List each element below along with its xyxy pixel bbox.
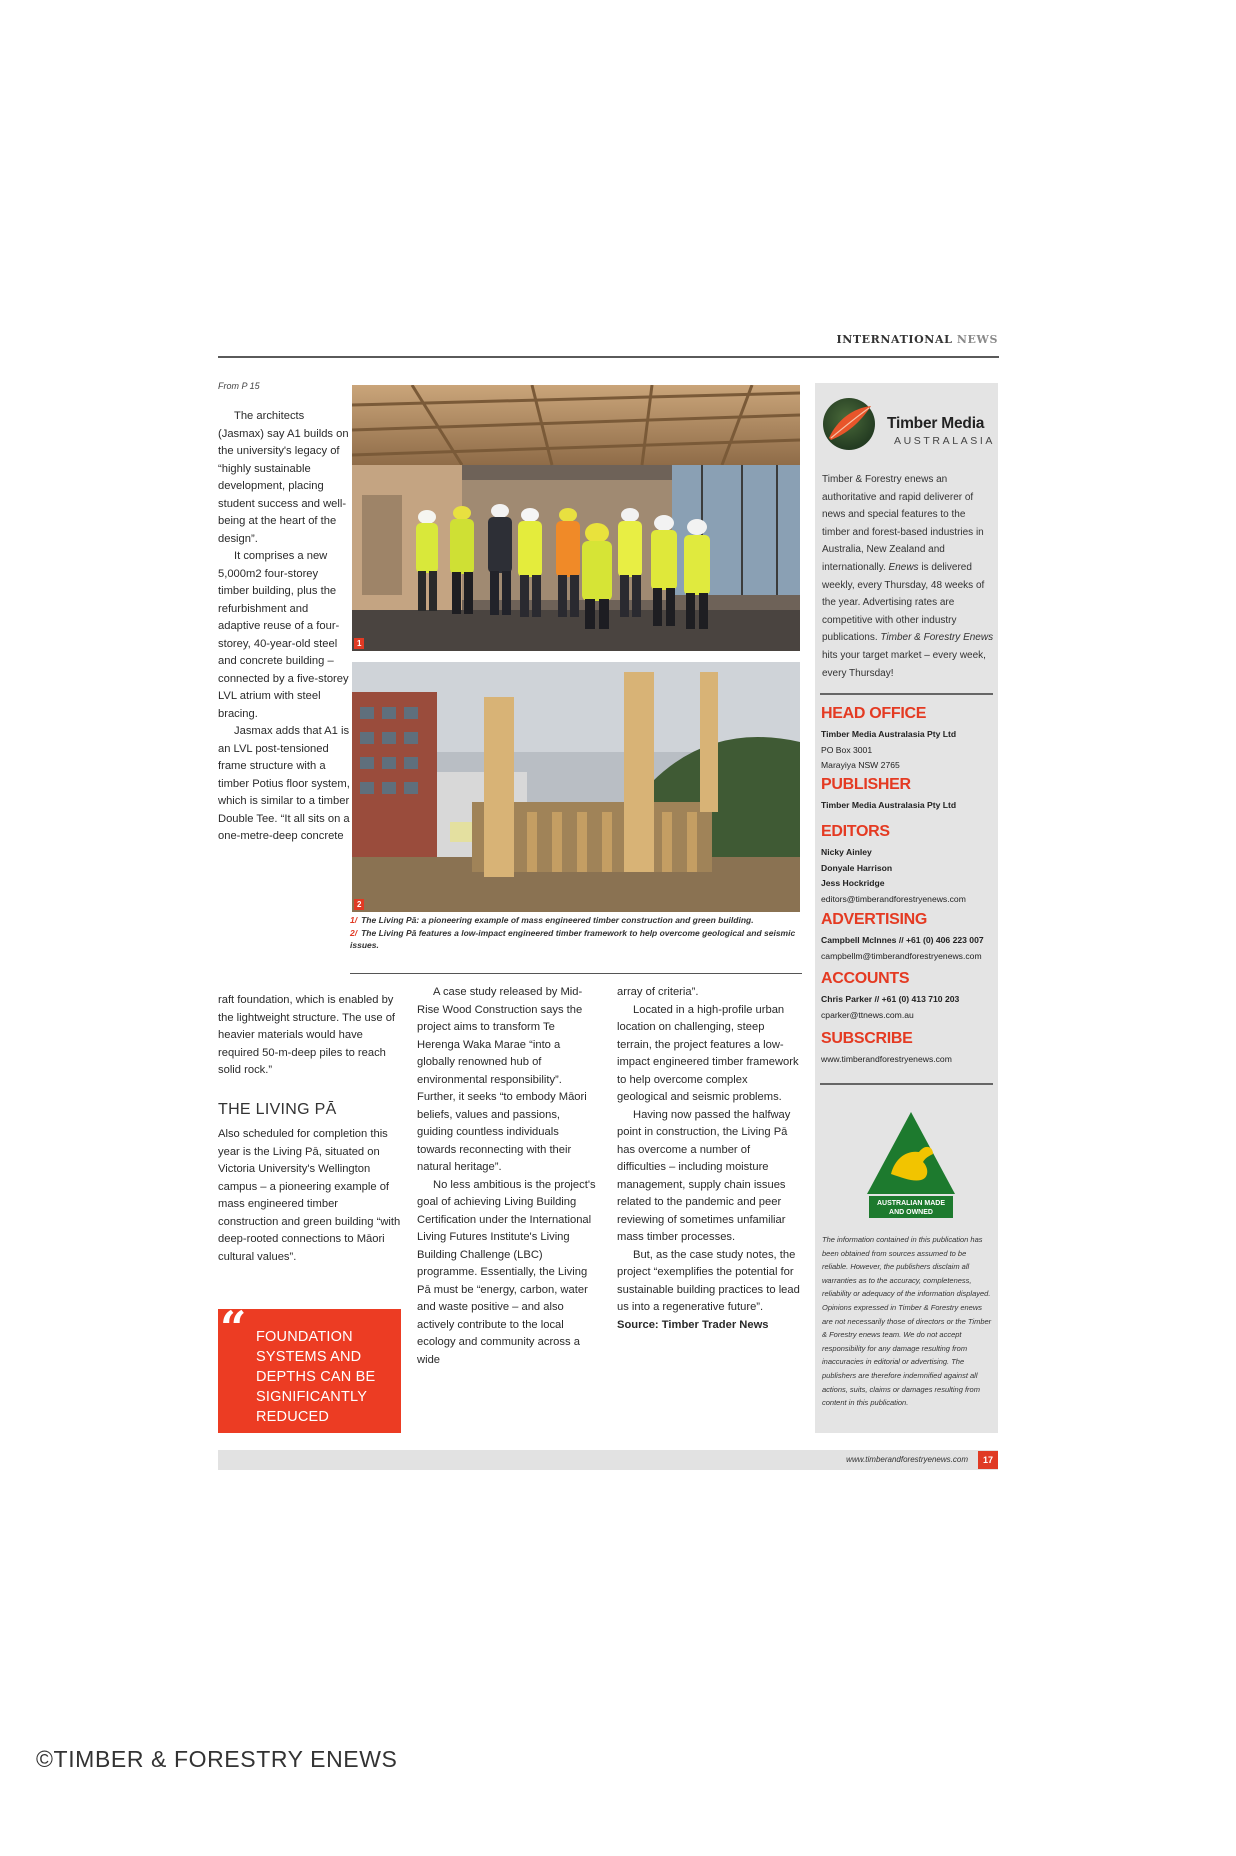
intro-text: hits your target market – every week, every Thursday! <box>822 649 986 679</box>
info-line: Chris Parker // +61 (0) 413 710 203 <box>821 994 960 1004</box>
pull-quote-text: FOUNDATION SYSTEMS AND DEPTHS CAN BE SIGNIFICANTLY REDUCED <box>256 1329 376 1425</box>
info-line: Jess Hockridge <box>821 878 885 889</box>
section-label-light: NEWS <box>956 333 998 346</box>
subscribe-details <box>821 1052 952 1068</box>
sidebar-rule <box>820 1083 993 1085</box>
info-line: editors@timberandforestryenews.com <box>821 893 966 904</box>
section-label-dark: INTERNATIONAL <box>836 333 953 346</box>
info-line: campbellm@timberandforestryenews.com <box>821 950 982 961</box>
publisher-heading: PUBLISHER <box>821 776 911 793</box>
photo-timber-interior <box>352 385 800 651</box>
info-line: Timber Media Australasia Pty Ltd <box>821 800 957 810</box>
intro-text: is delivered weekly, every Thursday, 48 weeks of the year. Advertising rates are competitive with other industry publications. <box>822 561 985 644</box>
publisher-details <box>821 798 956 814</box>
accounts-details <box>821 992 959 1023</box>
paragraph: It comprises a new 5,000m2 four-storey timber building, plus the refurbishment and adaptive reuse of a four-storey, 40-year-old steel and concrete building – connected by a five-storey LVL atrium with steel bracing. <box>218 550 349 720</box>
info-line: PO Box 3001 <box>821 744 873 755</box>
intro-emphasis: Timber & Forestry Enews <box>880 632 994 644</box>
head-office-heading: HEAD OFFICE <box>821 705 927 722</box>
article-source: Source: Timber Trader News <box>617 1318 769 1331</box>
australian-made-logo-icon <box>863 1108 959 1223</box>
photo-construction-site <box>352 662 800 912</box>
photo-construction-site-illustration <box>352 662 800 912</box>
from-page-label: From P 15 <box>218 381 260 391</box>
paragraph: array of criteria”. <box>617 986 699 998</box>
info-line: cparker@ttnews.com.au <box>821 1009 914 1020</box>
article-column-1 <box>218 408 350 846</box>
article-column-2 <box>417 984 597 1369</box>
caption-rule <box>350 973 802 974</box>
caption-2 <box>350 927 802 952</box>
logo-subtitle: AUSTRALASIA <box>894 435 995 447</box>
amo-line-1: AUSTRALIAN MADE <box>876 1200 946 1207</box>
advertising-details <box>821 933 984 964</box>
page-number: 17 <box>978 1451 998 1469</box>
caption-number: 1/ <box>350 915 358 925</box>
article-column-1-after-subhead <box>218 1126 401 1266</box>
article-subhead: THE LIVING PĀ <box>218 1101 337 1118</box>
quote-icon: “ <box>220 1301 247 1355</box>
subscribe-heading: SUBSCRIBE <box>821 1030 913 1047</box>
logo-name: Timber Media <box>887 415 985 432</box>
intro-emphasis: Enews <box>888 561 919 573</box>
watermark-text: TIMBER & FORESTRY ENEWS <box>53 1746 398 1772</box>
article-column-3 <box>617 984 800 1334</box>
copyright-watermark <box>36 1746 398 1773</box>
footer-url: www.timberandforestryenews.com <box>846 1455 968 1464</box>
info-line: www.timberandforestryenews.com <box>821 1054 952 1064</box>
leaf-icon <box>823 398 875 450</box>
paragraph: The architects (Jasmax) say A1 builds on the university's legacy of “highly sustainable development, placing student success and well-being at the heart of the design”. <box>218 410 349 545</box>
intro-text: Timber & Forestry enews an authoritative and rapid deliverer of news and special features to the timber and forest-based industries in Australia, New Zealand and internationally. <box>822 474 984 573</box>
photo-number-badge: 2 <box>354 899 364 910</box>
paragraph: No less ambitious is the project's goal of achieving Living Building Certification under the International Living Futures Institute's Living Building Challenge (LBC) programme. Essentially, the Living Pā must be “energy, carbon, water and waste positive – and also actively contribute to the local ecology and community across a wide <box>417 1178 596 1366</box>
head-office-details <box>821 727 956 774</box>
advertising-heading: ADVERTISING <box>821 911 928 928</box>
info-line: Nicky Ainley <box>821 847 872 857</box>
caption-1 <box>350 914 802 927</box>
info-line: Campbell McInnes // +61 (0) 406 223 007 <box>821 935 984 945</box>
accounts-heading: ACCOUNTS <box>821 970 910 987</box>
publisher-intro <box>822 471 994 682</box>
caption-text: The Living Pā features a low-impact engineered timber framework to help overcome geological and seismic issues. <box>350 927 796 950</box>
photo-captions <box>350 914 802 952</box>
sidebar-rule <box>820 693 993 695</box>
paragraph: Located in a high-profile urban location on challenging, steep terrain, the project features a low-impact engineered timber framework to help overcome complex geological and seismic problems. <box>617 1003 799 1103</box>
info-line: Donyale Harrison <box>821 862 893 873</box>
article-column-1-continued <box>218 992 401 1080</box>
section-label <box>218 333 998 346</box>
photo-timber-interior-illustration <box>352 385 800 651</box>
copyright-icon: © <box>36 1746 54 1772</box>
publisher-sidebar <box>815 383 998 1433</box>
pull-quote <box>218 1301 401 1433</box>
header-rule <box>218 356 999 358</box>
editors-details <box>821 845 966 907</box>
photo-number-badge: 1 <box>354 638 364 649</box>
disclaimer-text: The information contained in this publication has been obtained from sources assumed to be reliable. However, the publishers disclaim all warranties as to the accuracy, completeness, reliability or adequacy of the information displayed. Opinions expressed in Timber & Forestry enews are not necessarily those of directors or the Timber & Forestry enews team. We do not accept responsibility for any damage resulting from inaccuracies in editorial or advertising. The publishers are therefore indemnified against all actions, suits, claims or damages resulting from content in this publication. <box>822 1235 992 1408</box>
paragraph: raft foundation, which is enabled by the lightweight structure. The use of heavier materials would have required 50-m-deep piles to reach solid rock.” <box>218 994 396 1076</box>
paragraph: Also scheduled for completion this year is the Living Pā, situated on Victoria University's Wellington campus – a pioneering example of mass engineered timber construction and green building “with deep-rooted connections to Māori cultural values”. <box>218 1128 401 1263</box>
editors-heading: EDITORS <box>821 823 890 840</box>
amo-line-2: AND OWNED <box>889 1209 933 1216</box>
paragraph: Having now passed the halfway point in construction, the Living Pā has overcome a number of difficulties – including moisture management, supply chain issues related to the pandemic and peer reviewing of sometimes unfamiliar mass timber processes. <box>617 1108 791 1243</box>
info-line: Timber Media Australasia Pty Ltd <box>821 729 957 739</box>
paragraph: Jasmax adds that A1 is an LVL post-tensioned frame structure with a timber Potius floor system, which is similar to a timber Double Tee. “It all sits on a one-metre-deep concrete <box>218 725 350 842</box>
paragraph: But, as the case study notes, the project “exemplifies the potential for sustainable building practices to lead us into a regenerative future”. <box>617 1248 800 1313</box>
paragraph: A case study released by Mid-Rise Wood Construction says the project aims to transform Te Herenga Waka Marae “into a globally renowned hub of environmental responsibility”. Further, it seeks “to embody Māori beliefs, values and passions, guiding countless individuals towards reconnecting with their natural heritage”. <box>417 986 587 1173</box>
caption-text: The Living Pā: a pioneering example of mass engineered timber construction and green building. <box>361 915 754 925</box>
info-line: Marayiya NSW 2765 <box>821 760 900 771</box>
caption-number: 2/ <box>350 927 358 938</box>
